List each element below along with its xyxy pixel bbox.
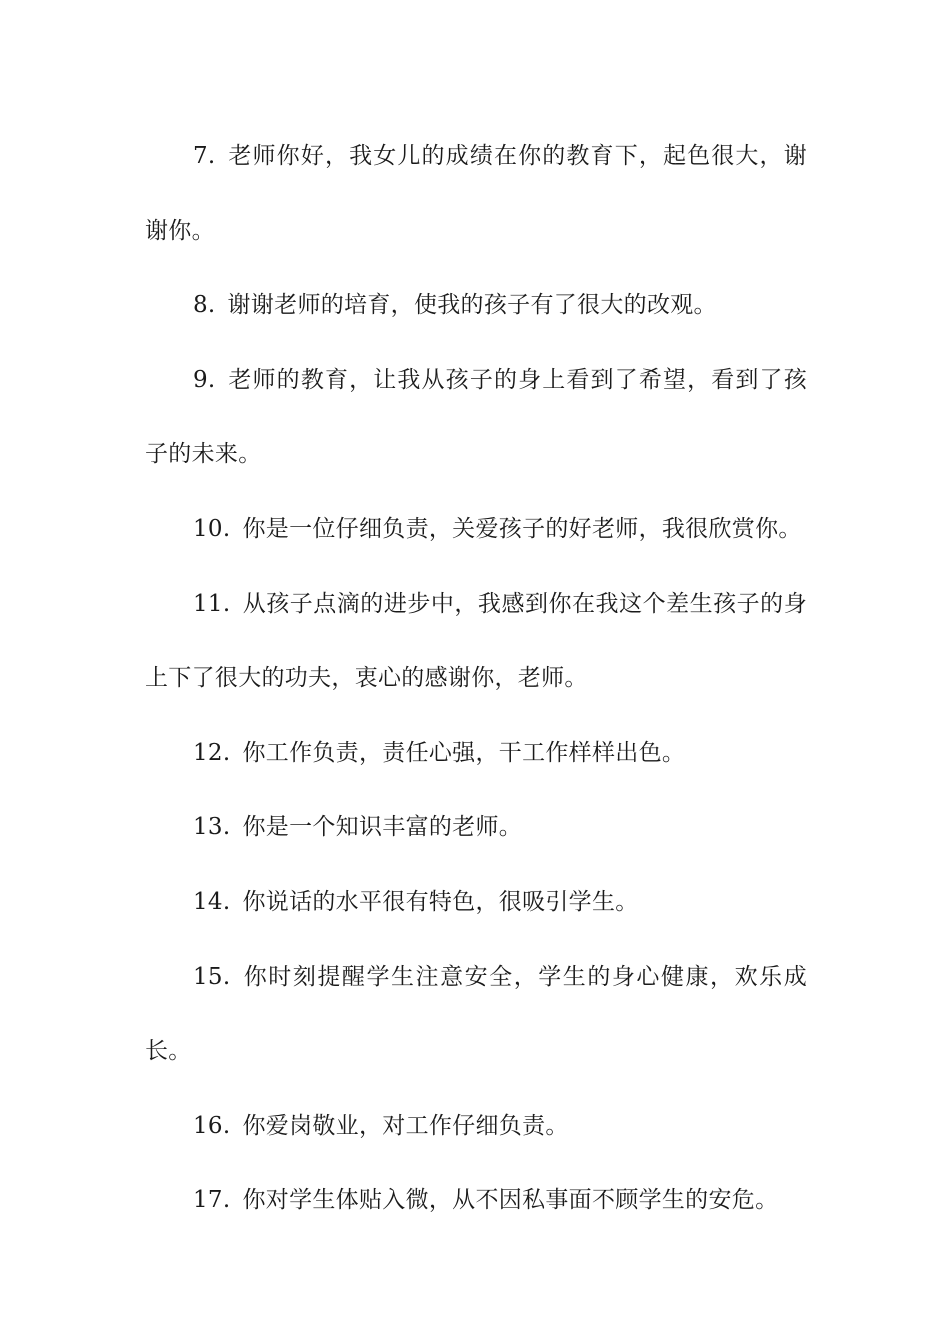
list-item-12 bbox=[145, 716, 807, 791]
item-number: 17. bbox=[193, 1187, 231, 1214]
item-number: 10. bbox=[193, 515, 231, 542]
item-text: 你是一位仔细负责，关爱孩子的好老师，我很欣赏你。 bbox=[242, 515, 802, 542]
list-item-11 bbox=[145, 567, 807, 716]
item-text: 你爱岗敬业，对工作仔细负责。 bbox=[242, 1112, 569, 1139]
list-item-17 bbox=[145, 1163, 807, 1238]
item-text: 谢谢老师的培育，使我的孩子有了很大的改观。 bbox=[227, 292, 717, 319]
item-text: 从孩子点滴的进步中，我感到你在我这个差生孩子的身上下了很大的功夫，衷心的感谢你，老师。 bbox=[145, 590, 807, 692]
item-text: 你工作负责，责任心强，干工作样样出色。 bbox=[242, 739, 686, 766]
list-item-15 bbox=[145, 940, 807, 1089]
item-number: 9. bbox=[193, 366, 216, 393]
list-item-16 bbox=[145, 1089, 807, 1164]
item-number: 16. bbox=[193, 1112, 231, 1139]
list-item-7 bbox=[145, 119, 807, 268]
item-number: 15. bbox=[193, 963, 231, 990]
list-item-10 bbox=[145, 492, 807, 567]
item-text: 老师的教育，让我从孩子的身上看到了希望，看到了孩子的未来。 bbox=[145, 366, 807, 468]
document-body bbox=[145, 119, 807, 1238]
item-text: 老师你好，我女儿的成绩在你的教育下，起色很大，谢谢你。 bbox=[145, 143, 807, 244]
item-number: 7. bbox=[193, 143, 216, 169]
item-number: 13. bbox=[193, 814, 231, 841]
list-item-14 bbox=[145, 865, 807, 940]
item-number: 11. bbox=[193, 590, 231, 617]
item-number: 14. bbox=[193, 888, 231, 915]
list-item-8 bbox=[145, 268, 807, 343]
list-item-13 bbox=[145, 790, 807, 865]
item-text: 你对学生体贴入微，从不因私事面不顾学生的安危。 bbox=[242, 1187, 779, 1214]
item-text: 你时刻提醒学生注意安全，学生的身心健康，欢乐成长。 bbox=[145, 963, 807, 1065]
item-number: 8. bbox=[193, 292, 216, 319]
item-number: 12. bbox=[193, 739, 231, 766]
list-item-9 bbox=[145, 343, 807, 492]
item-text: 你是一个知识丰富的老师。 bbox=[242, 814, 523, 841]
item-text: 你说话的水平很有特色，很吸引学生。 bbox=[242, 888, 639, 915]
